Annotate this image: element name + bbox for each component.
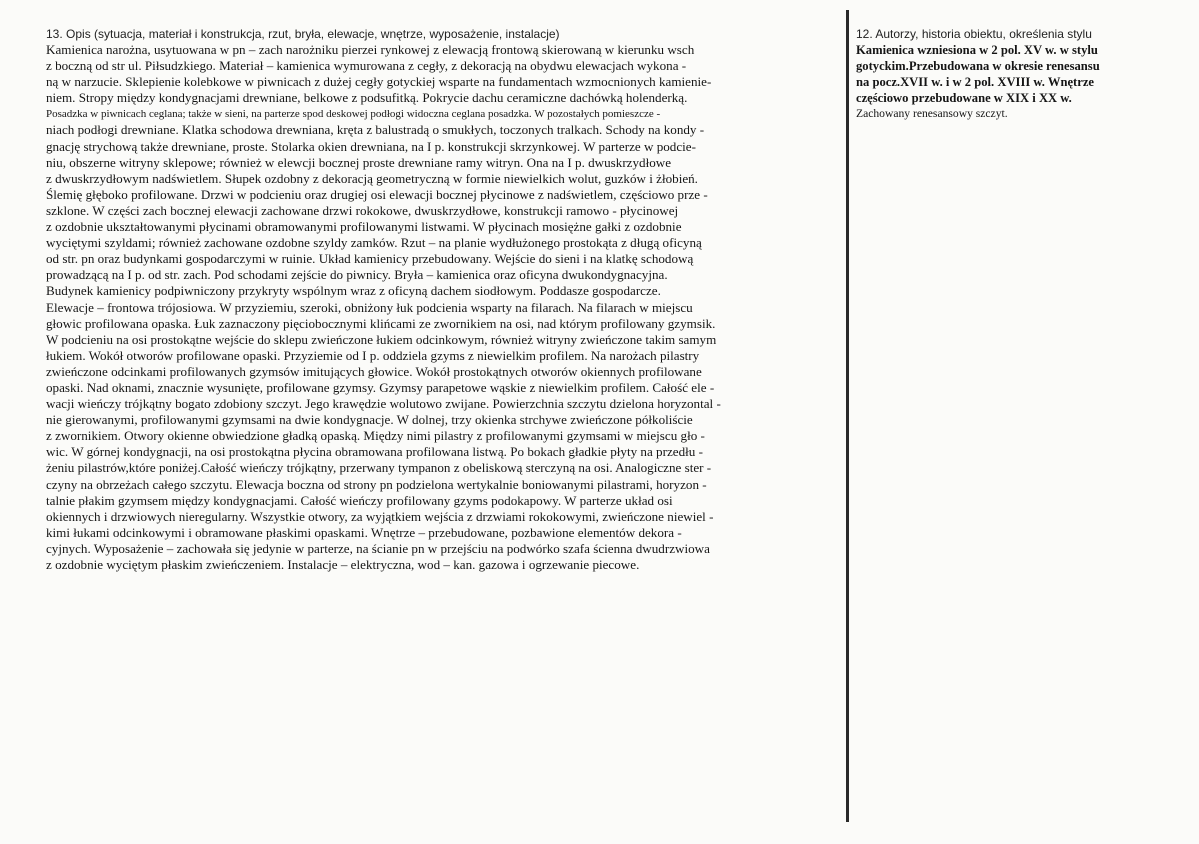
text-line: czyny na obrzeżach całego szczytu. Elewacja boczna od strony pn podzielona wertykalnie boniowanymi pilastrami, horyzon - (46, 476, 707, 492)
text-line: Budynek kamienicy podpiwniczony przykryty wspólnym wraz z oficyną dachem siodłowym. Poddasze gospodarcze. (46, 283, 661, 299)
text-line: wic. W górnej kondygnacji, na osi prostokątna płycina obramowana profilowana listwą. Po bokach gładkie płyty na przedłu - (46, 444, 703, 460)
text-line: z ozdobnie wyciętym płaskim zwieńczeniem. Instalacje – elektryczna, wod – kan. gazowa i ogrzewanie piecowe. (46, 557, 640, 572)
text-line: wyciętymi szyldami; również zachowane ozdobne szyldy zamków. Rzut – na planie wydłużonego prostokąta z długą oficyną (46, 235, 702, 251)
section-12-body (856, 42, 1186, 122)
section-12-history (856, 27, 1186, 122)
text-line: zwieńczone odcinkami profilowanych gzymsów imitujących głowice. Wokół prostokątnych otworów okiennych profilowane (46, 363, 702, 379)
text-line: niu, obszerne witryny sklepowe; również w elewcji bocznej proste drewniane ramy witryn. Ona na I p. dwuskrzydłowe (46, 154, 672, 170)
text-line: okiennych i drzwiowych nieregularny. Wszystkie otwory, za wyjątkiem wejścia z drzwiami rokokowymi, zwieńczone niewiel - (46, 508, 714, 524)
text-line: talnie płakim gzymsem między kondygnacjami. Całość wieńczy profilowany gzyms podokapowy. W parterze układ osi (46, 492, 673, 508)
text-line: wacji wieńczy trójkątny bogato zdobiony szczyt. Jego krawędzie wolutowo zwijane. Powierzchnia szczytu dzielona horyzontal - (46, 396, 721, 412)
text-line: kimi łukami odcinkowymi i obramowane płaskimi opaskami. Wnętrze – przebudowane, pozbawione elementów dekora - (46, 524, 682, 540)
text-line: żeniu pilastrów,które poniżej.Całość wieńczy trójkątny, przerwany tympanon z obeliskową sterczyną na osi. Analogiczne ster - (46, 460, 712, 476)
text-line: Elewacje – frontowa trójosiowa. W przyziemiu, szeroki, obniżony łuk podcienia wsparty na filarach. Na filarach w miejscu (46, 299, 693, 315)
section-13-body (46, 42, 836, 573)
text-line: gnację strychową także drewniane, proste. Stolarka okien drewniana, na I p. konstrukcji skrzynkowej. W parterze w podcie- (46, 138, 696, 154)
text-line: niach podłogi drewniane. Klatka schodowa drewniana, kręta z balustradą o smukłych, toczonych tralkach. Schody na kondy - (46, 122, 705, 138)
text-line: gotyckim.Przebudowana w okresie renesansu (856, 59, 1100, 74)
section-13-header: 13. Opis (sytuacja, materiał i konstrukcja, rzut, bryła, elewacje, wnętrze, wyposażenie, instalacje) (46, 27, 560, 41)
text-line: z boczną od str ul. Piłsudzkiego. Materiał – kamienica wymurowana z cegły, z dekoracją na obydwu elewacjach wykona - (46, 58, 687, 74)
text-line: łukiem. Wokół otworów profilowane opaski. Przyziemie od I p. oddziela gzyms z niewielkim profilem. Na narożach pilastry (46, 347, 700, 363)
text-line: W podcieniu na osi prostokątne wejście do sklepu zwieńczone łukiem odcinkowym, również witryny zwieńczone takim samym (46, 331, 717, 347)
text-line: szklone. W części zach bocznej elewacji zachowane drzwi rokokowe, dwuskrzydłowe, konstrukcji ramowo - płycinowej (46, 202, 679, 218)
text-line: z dwuskrzydłowym nadświetlem. Słupek ozdobny z dekoracją geometryczną w formie niewielkich wolut, guzków i żłobień. (46, 170, 698, 186)
column-divider (846, 10, 849, 822)
text-line: prowadzącą na I p. od str. zach. Pod schodami zejście do piwnicy. Bryła – kamienica oraz oficyna dwukondygnacyjna. (46, 267, 668, 283)
text-line: głowic profilowana opaska. Łuk zaznaczony pięciobocznymi klińcami ze zwornikiem na osi, nad którym profilowany gzymsik. (46, 315, 716, 331)
text-line: Ślemię głęboko profilowane. Drzwi w podcieniu oraz drugiej osi elewacji bocznej płycinowe z nadświetlem, częściowo prze - (46, 186, 708, 202)
text-line: Kamienica narożna, usytuowana w pn – zach narożniku pierzei rynkowej z elewacją frontową skierowaną w kierunku wsch (46, 42, 695, 57)
text-line: opaski. Nad oknami, znacznie wysunięte, profilowane gzymsy. Gzymsy parapetowe wąskie z niewielkim profilem. Całość ele - (46, 379, 715, 395)
text-line: na pocz.XVII w. i w 2 pol. XVIII w. Wnętrze (856, 75, 1095, 90)
text-line: Posadzka w piwnicach ceglana; także w sieni, na parterze spod deskowej podłogi widoczna ceglana posadzka. W pozostałych pomieszcze - (46, 108, 661, 121)
text-line: od str. pn oraz budynkami gospodarczymi w ruinie. Układ kamienicy przebudowany. Wejście do sieni i na klatkę schodową (46, 251, 694, 267)
text-line: niem. Stropy między kondygnacjami drewniane, belkowe z podsufitką. Pokrycie dachu ceramiczne dachówką holenderką. (46, 90, 688, 106)
text-line: Kamienica wzniesiona w 2 pol. XV w. w stylu (856, 43, 1098, 57)
text-line: z ozdobnie ukształtowanymi płycinami obramowanymi profilowanymi listwami. W płycinach mosiężne gałki z ozdobnie (46, 219, 682, 235)
text-line: cyjnych. Wyposażenie – zachowała się jedynie w parterze, na ścianie pn w przejściu na podwórko szafa ścienna dwudrzwiowa (46, 540, 710, 556)
section-13-description (46, 27, 836, 573)
text-line: z zwornikiem. Otwory okienne obwiedzione gładką opaską. Między nimi pilastry z profilowanymi gzymsami w miejscu gło - (46, 428, 705, 444)
section-12-header: 12. Autorzy, historia obiektu, określenia stylu (856, 27, 1092, 41)
text-line: Zachowany renesansowy szczyt. (856, 107, 1008, 121)
text-line: częściowo przebudowane w XIX i XX w. (856, 91, 1072, 106)
text-line: nie gierowanymi, profilowanymi gzymsami na dwie kondygnacje. W dolnej, trzy okienka strchywe zwieńczone półkoliście (46, 412, 693, 428)
text-line: ną w narzucie. Sklepienie kolebkowe w piwnicach z dużej cegły gotyckiej wsparte na fundamentach wzmocnionych kamienie- (46, 74, 712, 90)
